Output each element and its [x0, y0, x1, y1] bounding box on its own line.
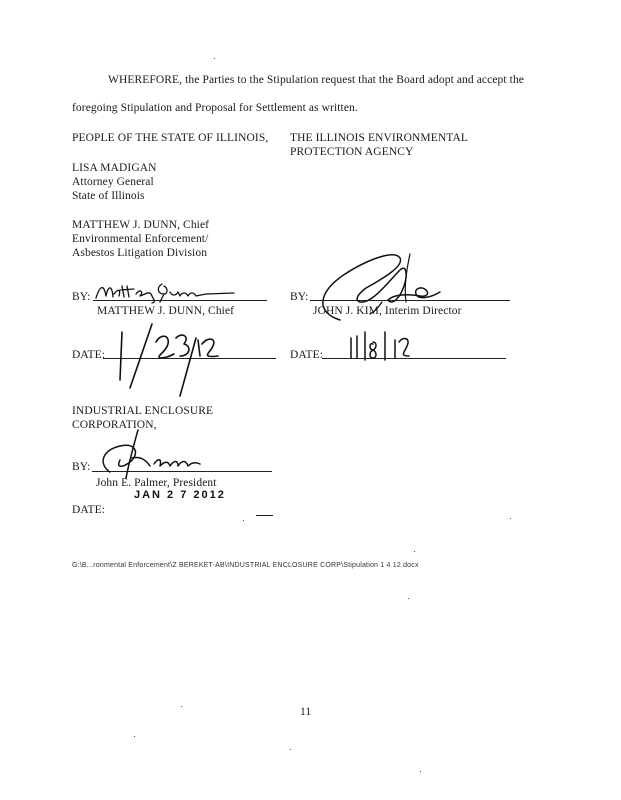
- received-date-stamp: JAN 2 7 2012: [134, 489, 226, 501]
- scan-speck: [243, 520, 244, 521]
- scan-speck: [290, 749, 291, 750]
- scan-speck: [134, 736, 135, 737]
- footer-file-path: G:\B...ronmental Enforcement\Z BEREKET-AB\INDUSTRIAL ENCLOSURE CORP\Stipulation 1 4 12.docx: [72, 562, 419, 569]
- left-signer: MATTHEW J. DUNN, Chief: [97, 305, 235, 317]
- scan-speck: [181, 706, 182, 707]
- chief-line-1: MATTHEW J. DUNN, Chief: [72, 219, 210, 231]
- right-party-heading-2: PROTECTION AGENCY: [290, 146, 414, 158]
- right-date-handwriting: [343, 328, 433, 363]
- scan-speck: [408, 598, 409, 599]
- scan-speck: [420, 771, 421, 772]
- palmer-signature: [90, 428, 220, 483]
- corporation-signer: John E. Palmer, President: [96, 477, 217, 489]
- body-line-2: foregoing Stipulation and Proposal for Settlement as written.: [72, 102, 358, 114]
- attorney-title: Attorney General: [72, 176, 154, 188]
- corporation-date-line: [256, 515, 273, 516]
- body-line-1: WHEREFORE, the Parties to the Stipulation request that the Board adopt and accept the: [108, 74, 525, 86]
- chief-line-3: Asbestos Litigation Division: [72, 247, 208, 259]
- left-date-handwriting: [108, 318, 228, 398]
- attorney-state: State of Illinois: [72, 190, 145, 202]
- right-party-heading-1: THE ILLINOIS ENVIRONMENTAL: [290, 132, 468, 144]
- dunn-signature: [94, 280, 244, 305]
- chief-line-2: Environmental Enforcement/: [72, 233, 209, 245]
- left-by-label: BY:: [72, 291, 91, 303]
- corporation-date-label: DATE:: [72, 504, 106, 516]
- scan-speck: [510, 518, 511, 519]
- left-date-label: DATE:: [72, 349, 106, 361]
- corporation-by-label: BY:: [72, 461, 91, 473]
- scan-speck: [414, 551, 415, 552]
- right-signer: JOHN J. KIM, Interim Director: [313, 305, 462, 317]
- scan-speck: [214, 58, 215, 59]
- corporation-name-2: CORPORATION,: [72, 419, 157, 431]
- left-party-heading: PEOPLE OF THE STATE OF ILLINOIS,: [72, 132, 269, 144]
- right-by-label: BY:: [290, 291, 309, 303]
- attorney-name: LISA MADIGAN: [72, 162, 157, 174]
- page-number: 11: [300, 706, 312, 718]
- right-date-label: DATE:: [290, 349, 324, 361]
- corporation-name-1: INDUSTRIAL ENCLOSURE: [72, 405, 214, 417]
